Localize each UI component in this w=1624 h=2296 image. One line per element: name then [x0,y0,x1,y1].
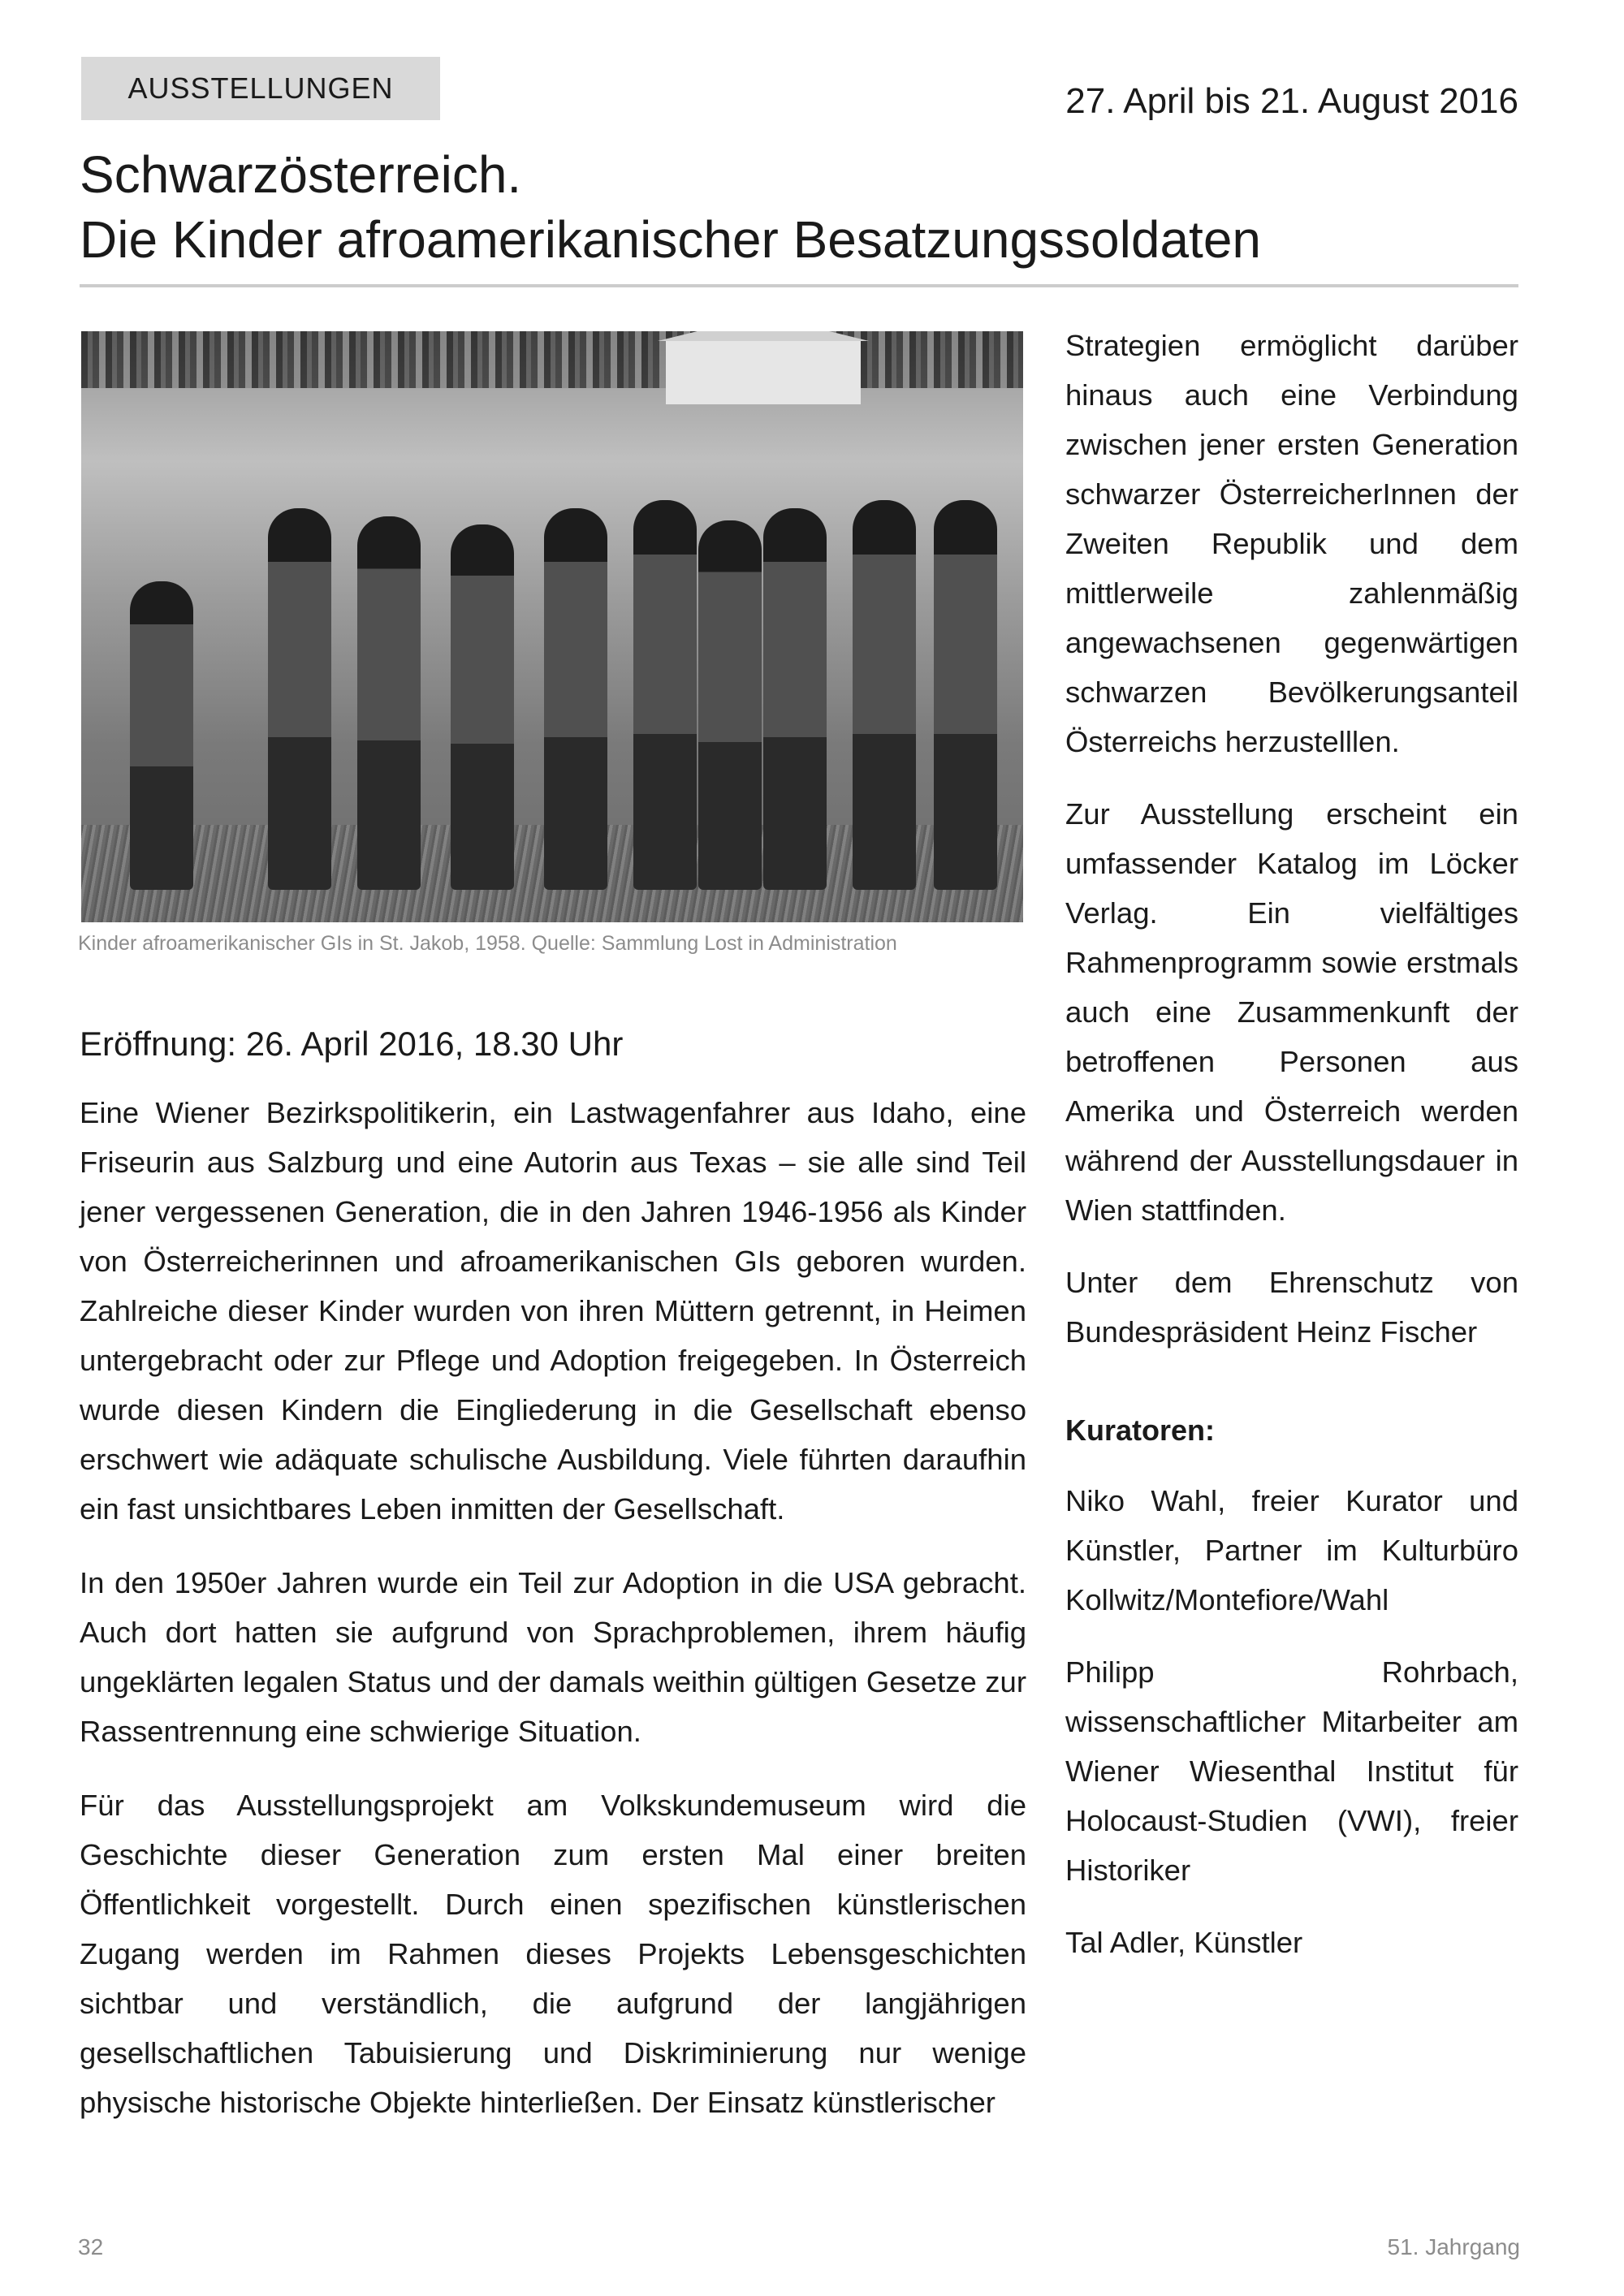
curators-heading: Kuratoren: [1065,1413,1216,1447]
photo-child [268,508,331,890]
photo-child [853,500,916,890]
photo-farmhouse [666,339,861,404]
paragraph: In den 1950er Jahren wurde ein Teil zur Adoption in die USA gebracht. Auch dort hatten sie aufgrund von Sprachproblemen, ihrem häufig ungeklärten legalen Status und der damals weithin gültigen Gesetze zur Rassentrennung eine schwierige Situation. [80,1566,1026,1748]
left-column [80,1088,1026,2151]
paragraph: Strategien ermöglicht darüber hinaus auch eine Verbindung zwischen jener ersten Generation schwarzer ÖsterreicherInnen der Zweiten Republik und dem mittlerweile zahlenmäßig angewachsenen gegenwärtigen schwarzen Bevölkerungsanteil Österreichs herzustelllen. [1065,329,1518,758]
title-line-2: Die Kinder afroamerikanischer Besatzungssoldaten [80,210,1261,269]
title-line-1: Schwarzösterreich. [80,145,522,204]
title-divider [80,284,1518,287]
photo-caption: Kinder afroamerikanischer GIs in St. Jakob, 1958. Quelle: Sammlung Lost in Administration [78,932,897,955]
photo-treeline [81,331,1023,388]
photo-child [633,500,697,890]
photo-children-st-jakob [81,331,1023,922]
right-column [1065,321,1518,1990]
photo-child [451,524,514,890]
paragraph: Eine Wiener Bezirkspolitikerin, ein Lastwagenfahrer aus Idaho, eine Friseurin aus Salzburg und eine Autorin aus Texas – sie alle sind Teil jener vergessenen Generation, die in den Jahren 1946-1956 als Kinder von Österreicherinnen und afroamerikanischen GIs geboren wurden. Zahlreiche dieser Kinder wurden von ihren Müttern getrennt, in Heimen untergebracht oder zur Pflege und Adoption freigegeben. In Österreich wurde diesen Kindern die Eingliederung in die Gesellschaft ebenso erschwert wie adäquate schulische Ausbildung. Viele führten daraufhin ein fast unsichtbares Leben inmitten der Gesellschaft. [80,1096,1026,1526]
photo-child [357,516,421,890]
volume-label: 51. Jahrgang [1387,2234,1520,2259]
paragraph: Unter dem Ehrenschutz von Bundespräsident Heinz Fischer [1065,1266,1518,1349]
curator-entry: Niko Wahl, freier Kurator und Künstler, Partner im Kulturbüro Kollwitz/Montefiore/Wahl [1065,1484,1518,1616]
paragraph: Für das Ausstellungsprojekt am Volkskundemuseum wird die Geschichte dieser Generation zum ersten Mal einer breiten Öffentlichkeit vorgestellt. Durch einen spezifischen künstlerischen Zugang werden im Rahmen dieses Projekts Lebensgeschichten sichtbar und verständlich, die aufgrund der langjährigen gesellschaftlichen Tabuisierung und Diskriminierung nur wenige physische historische Objekte hinterließen. Der Einsatz künstlerischer [80,1789,1026,2119]
page-title [80,142,1525,272]
page-number: 32 [78,2234,104,2259]
curator-entry: Philipp Rohrbach, wissenschaftlicher Mitarbeiter am Wiener Wiesenthal Institut für Holocaust-Studien (VWI), freier Historiker [1065,1655,1518,1887]
photo-child [763,508,827,890]
exhibition-date-range: 27. April bis 21. August 2016 [1065,81,1518,121]
curator-entry: Tal Adler, Künstler [1065,1926,1303,1959]
photo-child [130,581,193,890]
photo-child [934,500,997,890]
photo-child [698,520,762,890]
opening-date: Eröffnung: 26. April 2016, 18.30 Uhr [80,1025,624,1063]
paragraph: Zur Ausstellung erscheint ein umfassender Katalog im Löcker Verlag. Ein vielfältiges Rahmenprogramm sowie erstmals auch eine Zusammenkunft der betroffenen Personen aus Amerika und Österreich werden während der Ausstellungsdauer in Wien stattfinden. [1065,797,1518,1227]
photo-child [544,508,607,890]
section-tag: AUSSTELLUNGEN [81,57,440,120]
